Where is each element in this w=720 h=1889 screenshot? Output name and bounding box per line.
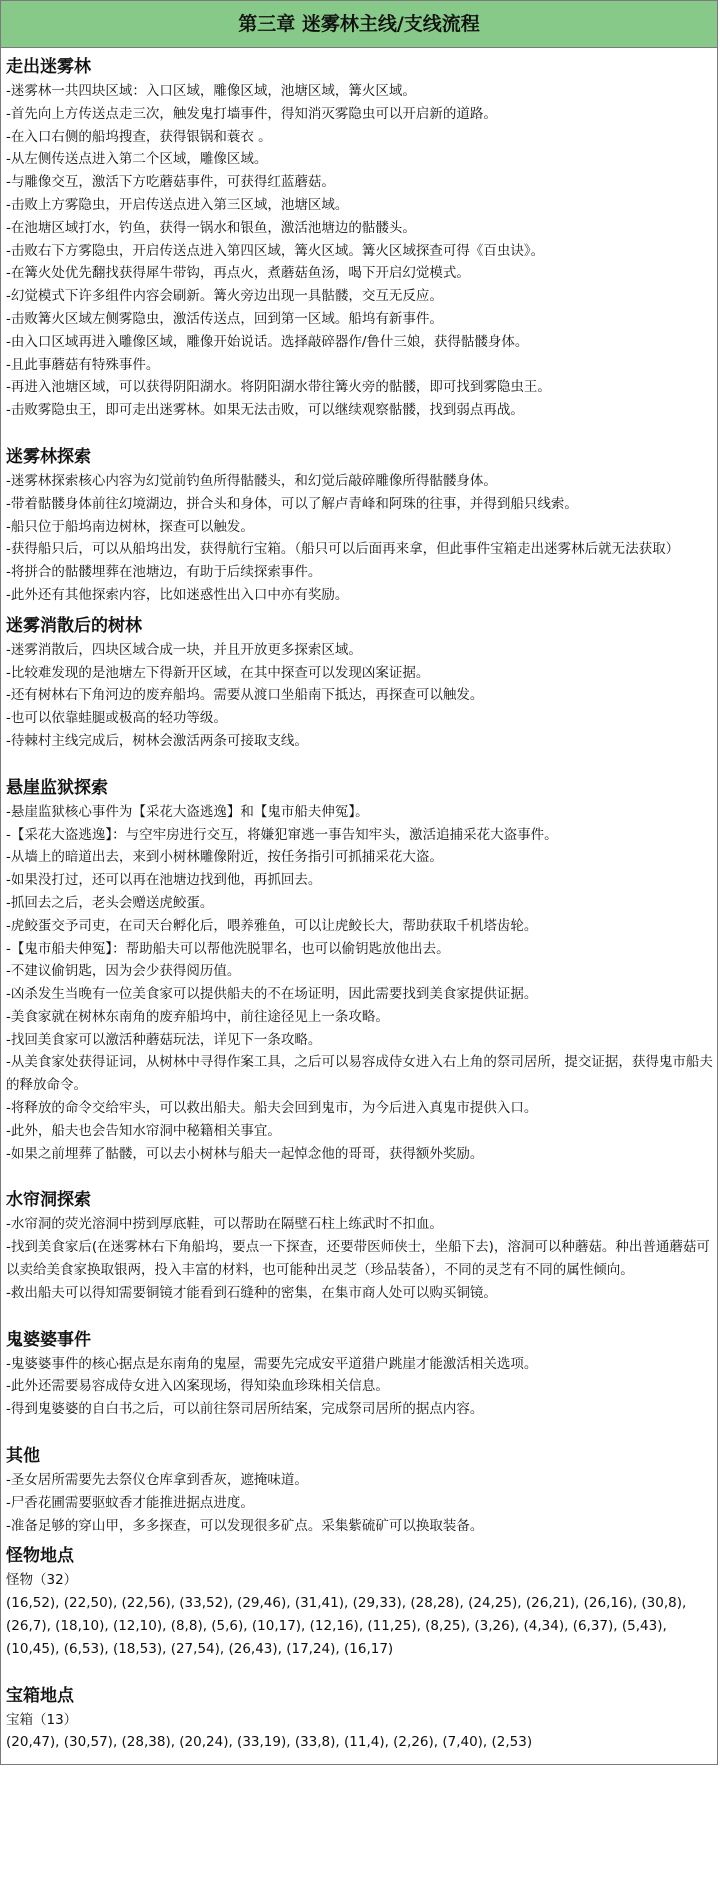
guide-line: -圣女居所需要先去祭仪仓库拿到香灰，遮掩味道。 — [6, 1472, 308, 1489]
guide-line: -首先向上方传送点走三次，触发鬼打墙事件，得知消灭雾隐虫可以开启新的道路。 — [6, 105, 497, 122]
guide-line: -从左侧传送点进入第二个区域，雕像区域。 — [6, 151, 268, 168]
guide-line: -还有树林右下角河边的废弃船坞。需要从渡口坐船南下抵达，再探查可以触发。 — [6, 687, 484, 704]
guide-line: -水帘洞的荧光溶洞中捞到厚底鞋，可以帮助在隔壁石柱上练武时不扣血。 — [6, 1216, 443, 1233]
section-heading: 其他 — [6, 1446, 40, 1467]
guide-line: -击败上方雾隐虫，开启传送点进入第三区域，池塘区域。 — [6, 196, 349, 213]
guide-line: (16,52), (22,50), (22,56), (33,52), (29,46), (31,41), (29,33), (28,28), (24,25), (26,21), (26,16), (30,8), (26,7), (18,10), (12,10), (8,8), (5,6), (10,17), (12,16), (11,25), (8,25), (3,26), (4,34), (6,37), (5,43), (10,45), (6,53), (18,53), (27,54), (26,43), (17,24), (16,17) — [6, 1595, 687, 1657]
guide-line: -迷雾林一共四块区域：入口区域，雕像区域，池塘区域，篝火区域。 — [6, 83, 416, 99]
guide-line: -虎鲛蛋交予司吏，在司天台孵化后，喂养雅鱼，可以让虎鲛长大，帮助获取千机塔齿轮。 — [6, 917, 538, 934]
guide-line: -如果之前埋葬了骷髅，可以去小树林与船夫一起悼念他的哥哥，获得额外奖励。 — [6, 1145, 484, 1162]
section-heading: 走出迷雾林 — [6, 57, 91, 77]
section-spacer — [6, 1165, 713, 1187]
guide-line: -从美食家处获得证词，从树林中寻得作案工具，之后可以易容成侍女进入右上角的祭司居所，提交证据，获得鬼市船夫的释放命令。 — [6, 1054, 713, 1094]
guide-line: -获得船只后，可以从船坞出发，获得航行宝箱。（船只可以后面再来拿，但此事件宝箱走出迷雾林后就无法获取） — [6, 541, 680, 558]
guide-line: -迷雾消散后，四块区域合成一块，并且开放更多探索区域。 — [6, 641, 362, 658]
guide-line: -击败雾隐虫王，即可走出迷雾林。如果无法击败，可以继续观察骷髅，找到弱点再战。 — [6, 402, 524, 419]
section — [6, 613, 713, 753]
guide-line: -抓回去之后，老头会赠送虎鲛蛋。 — [6, 894, 214, 911]
section-spacer — [6, 1305, 713, 1327]
guide-line: -找回美食家可以激活种蘑菇玩法，详见下一条攻略。 — [6, 1031, 322, 1048]
guide-line: -得到鬼婆婆的自白书之后，可以前往祭司居所结案，完成祭司居所的据点内容。 — [6, 1401, 484, 1418]
guide-line: -迷雾林探索核心内容为幻觉前钓鱼所得骷髅头，和幻觉后敲碎雕像所得骷髅身体。 — [6, 472, 497, 489]
section-heading: 宝箱地点 — [6, 1685, 74, 1706]
guide-line: -比较难发现的是池塘左下得新开区域，在其中探查可以发现凶案证据。 — [6, 664, 430, 681]
section — [6, 1327, 713, 1421]
section-heading: 迷雾消散后的树林 — [6, 615, 142, 636]
guide-line: -待棘村主线完成后，树林会激活两条可接取支线。 — [6, 732, 308, 749]
section-spacer — [6, 1421, 713, 1443]
section — [6, 1187, 713, 1304]
guide-line: -击败右下方雾隐虫，开启传送点进入第四区域，篝火区域。篝火区域探查可得《百虫诀》。 — [6, 242, 545, 259]
section — [6, 1543, 713, 1660]
guide-line: -此外还需要易容成侍女进入凶案现场，得知染血珍珠相关信息。 — [6, 1378, 389, 1395]
section — [6, 1683, 713, 1755]
guide-line: -从墙上的暗道出去，来到小树林雕像附近，按任务指引可抓捕采花大盗。 — [6, 849, 443, 866]
section — [6, 444, 713, 607]
guide-line: -也可以依靠蛙腿或极高的轻功等级。 — [6, 710, 227, 727]
section — [6, 775, 713, 1166]
section — [6, 54, 713, 422]
guide-line: -准备足够的穿山甲，多多探查，可以发现很多矿点。采集紫硫矿可以换取装备。 — [6, 1517, 484, 1534]
guide-line: -悬崖监狱核心事件为【采花大盗逃逸】和【鬼市船夫伸冤】。 — [6, 803, 369, 820]
guide-line: -击败篝火区域左侧雾隐虫，激活传送点，回到第一区域。船坞有新事件。 — [6, 310, 443, 327]
section-heading: 悬崖监狱探索 — [6, 777, 108, 798]
section-heading: 鬼婆婆事件 — [6, 1329, 91, 1350]
guide-line: -鬼婆婆事件的核心据点是东南角的鬼屋，需要先完成安平道猎户跳崖才能激活相关选项。 — [6, 1355, 538, 1372]
guide-line: -在篝火处优先翻找获得犀牛带钩，再点火，煮蘑菇鱼汤，喝下开启幻觉模式。 — [6, 265, 470, 282]
guide-line: -与雕像交互，激活下方吃蘑菇事件，可获得红蓝蘑菇。 — [6, 174, 335, 191]
section-heading: 怪物地点 — [6, 1546, 74, 1567]
guide-line: 宝箱（13） — [6, 1711, 78, 1728]
guide-line: -带着骷髅身体前往幻境湖边，拼合头和身体，可以了解卢青峰和阿珠的往事，并得到船只线索。 — [6, 495, 578, 512]
guide-line: 怪物（32） — [6, 1572, 78, 1589]
guide-line: (20,47), (30,57), (28,38), (20,24), (33,19), (33,8), (11,4), (2,26), (7,40), (2,53) — [6, 1734, 533, 1751]
guide-line: -此外还有其他探索内容，比如迷惑性出入口中亦有奖励。 — [6, 586, 349, 603]
guide-line: -且此事蘑菇有特殊事件。 — [6, 356, 160, 373]
guide-line: -幻觉模式下许多组件内容会刷新。篝火旁边出现一具骷髅，交互无反应。 — [6, 288, 443, 305]
guide-line: -船只位于船坞南边树林，探查可以触发。 — [6, 518, 254, 535]
section-spacer — [6, 422, 713, 444]
guide-line: -将释放的命令交给牢头，可以救出船夫。船夫会回到鬼市，为今后进入真鬼市提供入口。 — [6, 1100, 538, 1117]
section-heading: 迷雾林探索 — [6, 446, 91, 467]
section-heading: 水帘洞探索 — [6, 1190, 91, 1211]
guide-line: -美食家就在树林东南角的废弃船坞中，前往途径见上一条攻略。 — [6, 1008, 389, 1025]
guide-line: -凶杀发生当晚有一位美食家可以提供船夫的不在场证明，因此需要找到美食家提供证据。 — [6, 986, 538, 1003]
guide-line: -不建议偷钥匙，因为会少获得阅历值。 — [6, 963, 241, 980]
guide-line: -【采花大盗逃逸】：与空牢房进行交互，将嫌犯窜逃一事告知牢头，激活追捕采花大盗事件。 — [6, 826, 558, 843]
guide-line: -救出船夫可以得知需要铜镜才能看到石缝种的密集，在集市商人处可以购买铜镜。 — [6, 1284, 497, 1301]
guide-line: -将拼合的骷髅埋葬在池塘边，有助于后续探索事件。 — [6, 564, 322, 581]
guide-line: -此外，船夫也会告知水帘洞中秘籍相关事宜。 — [6, 1122, 281, 1139]
guide-line: -【鬼市船夫伸冤】：帮助船夫可以帮他洗脱罪名，也可以偷钥匙放他出去。 — [6, 940, 450, 957]
section-spacer — [6, 1661, 713, 1683]
guide-line: -尸香花圃需要驱蚊香才能推进据点进度。 — [6, 1494, 254, 1511]
guide-content — [1, 48, 717, 1764]
guide-line: -如果没打过，还可以再在池塘边找到他，再抓回去。 — [6, 872, 322, 889]
guide-line: -在池塘区域打水，钓鱼，获得一锅水和银鱼，激活池塘边的骷髅头。 — [6, 219, 416, 236]
section-spacer — [6, 753, 713, 775]
guide-line: -再进入池塘区域，可以获得阴阳湖水。将阴阳湖水带往篝火旁的骷髅，即可找到雾隐虫王。 — [6, 379, 551, 396]
guide-line: -找到美食家后(在迷雾林右下角船坞，要点一下探查，还要带医师侠士，坐船下去)，溶洞可以种蘑菇。种出普通蘑菇可以卖给美食家换取银两，投入丰富的材料，也可能种出灵芝（珍品装备），不同的灵芝有不同的属性倾向。 — [6, 1239, 710, 1279]
guide-line: -在入口右侧的船坞搜查，获得银锅和蓑衣 。 — [6, 128, 272, 145]
guide-line: -由入口区域再进入雕像区域，雕像开始说话。选择敲碎器作/鲁什三娘，获得骷髅身体。 — [6, 333, 529, 350]
section — [6, 1443, 713, 1537]
page-title: 第三章 迷雾林主线/支线流程 — [1, 1, 717, 48]
